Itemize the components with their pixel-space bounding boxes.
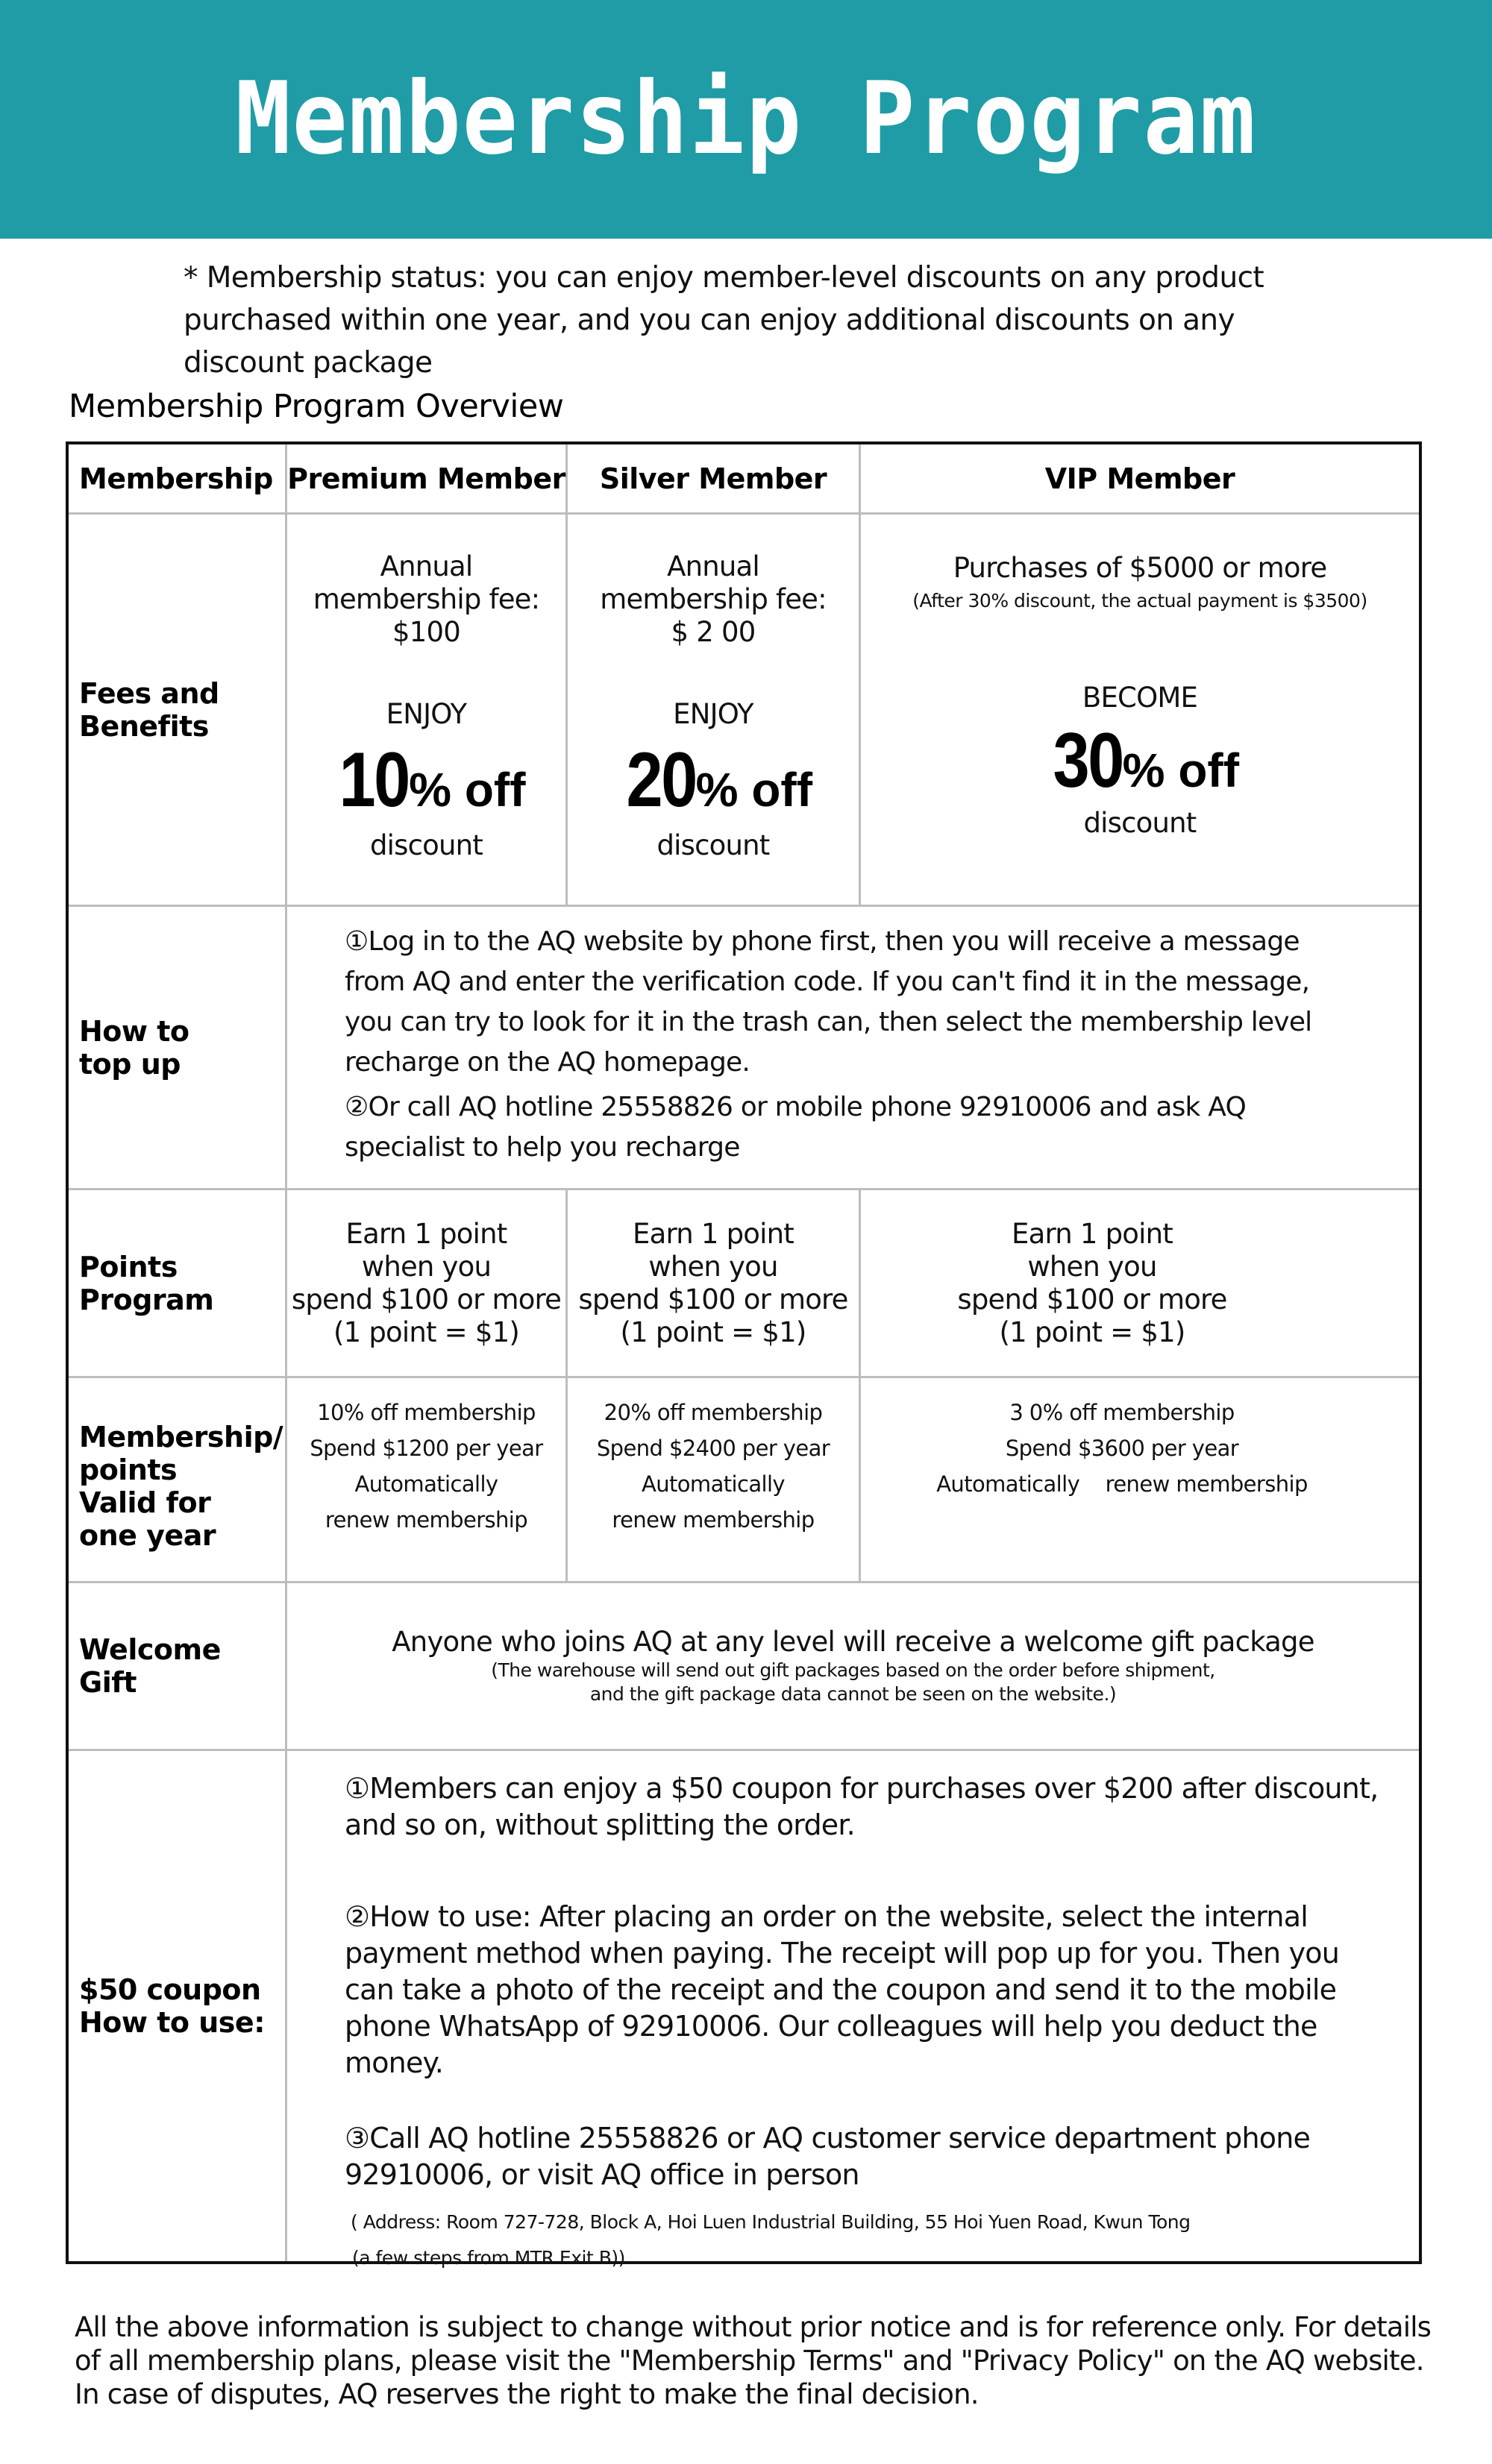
- vip-become-label: BECOME: [1082, 682, 1198, 714]
- coupon-step: ①Members can enjoy a $50 coupon for purchases over $200 after discount, and so on, without splitting the order.: [345, 1772, 1379, 1841]
- row-label-validity: Membership/ points Valid for one year: [79, 1421, 283, 1552]
- column-header-premium: Premium Member: [287, 462, 565, 495]
- vip-validity-cell: 3 0% off membership Spend $3600 per year Automatically renew membership: [936, 1400, 1308, 1497]
- premium-discount-percent: 10: [339, 737, 410, 823]
- premium-enjoy-label: ENJOY: [386, 698, 467, 730]
- membership-table: [66, 441, 1422, 2269]
- top-up-step: ①Log in to the AQ website by phone first, then you will receive a message from AQ and enter the verification code. If you can't find it in the message, you can try to look for it in the trash can, then select the membership level recharge on the AQ homepage.: [345, 926, 1312, 1078]
- page-title: Membership Program: [235, 60, 1257, 177]
- welcome-gift-note: (The warehouse will send out gift packages based on the order before shipment,: [491, 1659, 1215, 1681]
- silver-fee-amount: $ 2 00: [671, 616, 756, 648]
- premium-fee-line: membership fee:: [313, 583, 540, 615]
- vip-points-cell: Earn 1 point when you spend $100 or more (1 point = $1): [957, 1217, 1227, 1348]
- premium-discount-suffix: % off: [409, 763, 526, 817]
- column-header-vip: VIP Member: [1044, 462, 1235, 495]
- premium-discount-tail: discount: [369, 829, 483, 861]
- top-up-steps-cell: [345, 907, 1337, 1188]
- row-label-fees-benefits: Fees and Benefits: [79, 676, 219, 743]
- office-address: ( Address: Room 727-728, Block A, Hoi Luen Industrial Building, 55 Hoi Yuen Road, Kwun Tong: [351, 2211, 1191, 2233]
- premium-points-cell: Earn 1 point when you spend $100 or more (1 point = $1): [291, 1217, 562, 1348]
- vip-fees-cell: [861, 515, 1419, 905]
- premium-validity-cell: 10% off membership Spend $1200 per year Automatically renew membership: [310, 1400, 543, 1533]
- premium-fee-amount: $100: [392, 616, 460, 648]
- silver-fee-line: membership fee:: [600, 583, 827, 615]
- silver-discount-badge: [614, 737, 813, 823]
- column-header-silver: Silver Member: [599, 462, 827, 495]
- disclaimer: All the above information is subject to change without prior notice and is for reference only. For details of all membership plans, please visit the "Membership Terms" and "Privacy Policy" on the AQ website. In case of disputes, AQ reserves the right to make the final decision.: [75, 2311, 1432, 2410]
- row-label-welcome-gift: Welcome Gift: [79, 1633, 221, 1699]
- top-up-step: ②Or call AQ hotline 25558826 or mobile phone 92910006 and ask AQ specialist to help you recharge: [345, 1092, 1246, 1163]
- vip-discount-suffix: % off: [1122, 744, 1240, 797]
- row-label-how-to-top-up: How to top up: [79, 1014, 189, 1081]
- office-address: (a few steps from MTR Exit B)): [352, 2247, 625, 2269]
- vip-discount-badge: [1041, 717, 1240, 804]
- vip-requirement: Purchases of $5000 or more: [953, 552, 1327, 584]
- row-label-coupon: $50 coupon How to use:: [79, 1973, 265, 2039]
- welcome-gift-note: and the gift package data cannot be seen on the website.): [589, 1683, 1117, 1705]
- row-label-points-program: Points Program: [79, 1250, 214, 1316]
- header-banner: [0, 0, 1492, 239]
- premium-fees-cell: [287, 515, 565, 905]
- welcome-gift-text: Anyone who joins AQ at any level will receive a welcome gift package: [392, 1626, 1314, 1658]
- silver-points-cell: Earn 1 point when you spend $100 or more (1 point = $1): [578, 1217, 848, 1348]
- silver-enjoy-label: ENJOY: [673, 698, 753, 730]
- premium-fee-line: Annual: [380, 550, 473, 582]
- overview-heading: Membership Program Overview: [69, 388, 564, 425]
- vip-requirement-note: (After 30% discount, the actual payment is $3500): [912, 590, 1367, 612]
- membership-status-note: * Membership status: you can enjoy member-level discounts on any product purchased within one year, and you can enjoy additional discounts on any discount package: [184, 261, 1264, 380]
- vip-discount-tail: discount: [1083, 807, 1197, 839]
- welcome-gift-cell: [287, 1583, 1419, 1749]
- silver-discount-tail: discount: [656, 829, 770, 861]
- silver-fee-line: Annual: [667, 550, 759, 582]
- coupon-step: ②How to use: After placing an order on the website, select the internal payment method when paying. The receipt will pop up for you. Then you can take a photo of the receipt and the coupon and send it to the mobile phone WhatsApp of 92910006. Our colleagues will help you deduct the money.: [345, 1900, 1340, 2079]
- silver-fees-cell: [568, 515, 859, 905]
- coupon-steps-cell: [345, 1751, 1389, 2269]
- premium-discount-badge: [327, 737, 526, 823]
- silver-discount-percent: 20: [626, 737, 696, 823]
- silver-validity-cell: 20% off membership Spend $2400 per year Automatically renew membership: [596, 1400, 830, 1533]
- silver-discount-suffix: % off: [695, 763, 813, 817]
- coupon-step: ③Call AQ hotline 25558826 or AQ customer service department phone 92910006, or visit AQ office in person: [345, 2122, 1311, 2191]
- column-header-membership: Membership: [79, 462, 273, 495]
- vip-discount-percent: 30: [1053, 717, 1123, 804]
